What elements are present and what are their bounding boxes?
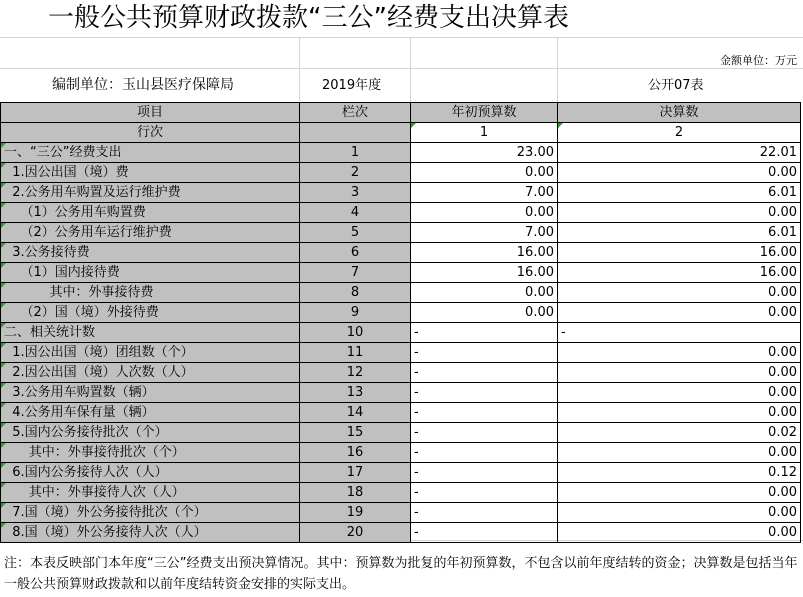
- row-budget: -: [411, 423, 558, 443]
- row-item: 一、“三公”经费支出: [1, 143, 300, 163]
- row-number: 12: [300, 363, 411, 383]
- row-label: 行次: [1, 123, 300, 143]
- row-final: 0.02: [558, 423, 801, 443]
- final-col-no: 2: [558, 123, 801, 143]
- row-final: 16.00: [558, 243, 801, 263]
- row-budget: 16.00: [411, 263, 558, 283]
- grid-line: [557, 37, 558, 102]
- row-final: -: [558, 323, 801, 343]
- row-item: 3.公务接待费: [1, 243, 300, 263]
- row-budget: -: [411, 403, 558, 423]
- row-budget: -: [411, 343, 558, 363]
- row-budget: -: [411, 363, 558, 383]
- row-number: 8: [300, 283, 411, 303]
- row-final: 0.00: [558, 363, 801, 383]
- table-row: [1, 223, 801, 243]
- footnote: 注：本表反映部门本年度“三公”经费支出预决算情况。其中：预算数为批复的年初预算数，不包含以前年度结转的资金；决算数是包括当年一般公共预算财政拨款和以前年度结转资金安排的实际支出。: [4, 556, 798, 592]
- row-item: 8.国（境）外公务接待人次（人）: [1, 523, 300, 543]
- table-row: [1, 523, 801, 543]
- row-label-blank: [300, 123, 411, 143]
- org-label: 编制单位：玉山县医疗保障局: [52, 77, 234, 93]
- year-label: 2019年度: [322, 78, 382, 93]
- form-number: 公开07表: [648, 78, 704, 93]
- row-final: 16.00: [558, 263, 801, 283]
- row-final: 0.00: [558, 303, 801, 323]
- grid-line: [410, 37, 411, 102]
- row-final: 0.00: [558, 283, 801, 303]
- table-row: [1, 403, 801, 423]
- header-col: 栏次: [300, 103, 411, 123]
- row-item: 6.国内公务接待人次（人）: [1, 463, 300, 483]
- table-row: [1, 203, 801, 223]
- table-row: [1, 483, 801, 503]
- row-budget: 0.00: [411, 283, 558, 303]
- row-number: 10: [300, 323, 411, 343]
- row-final: 0.00: [558, 163, 801, 183]
- table-row: [1, 463, 801, 483]
- row-item: 其中：外事接待批次（个）: [1, 443, 300, 463]
- row-item: 1.因公出国（境）团组数（个）: [1, 343, 300, 363]
- row-budget: 0.00: [411, 203, 558, 223]
- header-item: 项目: [1, 103, 300, 123]
- row-item: 3.公务用车购置数（辆）: [1, 383, 300, 403]
- row-final: 0.00: [558, 403, 801, 423]
- row-number: 18: [300, 483, 411, 503]
- unit-label: 金额单位：万元: [720, 54, 797, 67]
- row-budget: 7.00: [411, 223, 558, 243]
- row-item: 2.因公出国（境）人次数（人）: [1, 363, 300, 383]
- table-row: [1, 363, 801, 383]
- row-item: 二、相关统计数: [1, 323, 300, 343]
- table-row: [1, 283, 801, 303]
- row-budget: -: [411, 503, 558, 523]
- expense-table: [0, 102, 801, 543]
- row-budget: 0.00: [411, 303, 558, 323]
- row-number: 20: [300, 523, 411, 543]
- row-number: 2: [300, 163, 411, 183]
- row-budget: -: [411, 483, 558, 503]
- row-number: 1: [300, 143, 411, 163]
- row-item: 其中：外事接待人次（人）: [1, 483, 300, 503]
- row-final: 22.01: [558, 143, 801, 163]
- row-item: （2）国（境）外接待费: [1, 303, 300, 323]
- table-row: [1, 503, 801, 523]
- row-item: 2.公务用车购置及运行维护费: [1, 183, 300, 203]
- budget-col-no: 1: [411, 123, 558, 143]
- row-item: 1.因公出国（境）费: [1, 163, 300, 183]
- row-number: 14: [300, 403, 411, 423]
- row-number: 16: [300, 443, 411, 463]
- row-item: （2）公务用车运行维护费: [1, 223, 300, 243]
- page-title: 一般公共预算财政拨款“三公”经费支出决算表: [48, 3, 569, 33]
- row-number: 7: [300, 263, 411, 283]
- row-number: 3: [300, 183, 411, 203]
- row-budget: 16.00: [411, 243, 558, 263]
- row-number: 6: [300, 243, 411, 263]
- header-row: [1, 103, 801, 123]
- table-row: [1, 183, 801, 203]
- row-number: 19: [300, 503, 411, 523]
- row-item: （1）国内接待费: [1, 263, 300, 283]
- row-number: 5: [300, 223, 411, 243]
- row-item: 5.国内公务接待批次（个）: [1, 423, 300, 443]
- header-final: 决算数: [558, 103, 801, 123]
- row-final: 0.00: [558, 523, 801, 543]
- row-number: 9: [300, 303, 411, 323]
- row-item: 7.国（境）外公务接待批次（个）: [1, 503, 300, 523]
- grid-line: [0, 68, 803, 69]
- table-row: [1, 163, 801, 183]
- row-final: 0.12: [558, 463, 801, 483]
- row-budget: -: [411, 523, 558, 543]
- row-final: 0.00: [558, 503, 801, 523]
- row-final: 0.00: [558, 343, 801, 363]
- row-budget: -: [411, 323, 558, 343]
- grid-line: [0, 37, 803, 38]
- row-final: 0.00: [558, 483, 801, 503]
- row-budget: 0.00: [411, 163, 558, 183]
- row-budget: 23.00: [411, 143, 558, 163]
- table-row: [1, 343, 801, 363]
- row-number: 11: [300, 343, 411, 363]
- row-number: 4: [300, 203, 411, 223]
- row-number: 13: [300, 383, 411, 403]
- row-budget: -: [411, 383, 558, 403]
- table-row: [1, 443, 801, 463]
- table-row: [1, 303, 801, 323]
- row-number: 17: [300, 463, 411, 483]
- table-row: [1, 143, 801, 163]
- table-row: [1, 323, 801, 343]
- header-budget: 年初预算数: [411, 103, 558, 123]
- table-row: [1, 383, 801, 403]
- table-row: [1, 423, 801, 443]
- row-item: （1）公务用车购置费: [1, 203, 300, 223]
- table-row: [1, 263, 801, 283]
- row-item: 4.公务用车保有量（辆）: [1, 403, 300, 423]
- row-budget: -: [411, 463, 558, 483]
- row-budget: -: [411, 443, 558, 463]
- row-number: 15: [300, 423, 411, 443]
- row-final: 0.00: [558, 443, 801, 463]
- grid-line: [299, 37, 300, 102]
- row-final: 6.01: [558, 223, 801, 243]
- row-final: 6.01: [558, 183, 801, 203]
- row-budget: 7.00: [411, 183, 558, 203]
- row-final: 0.00: [558, 383, 801, 403]
- row-final: 0.00: [558, 203, 801, 223]
- row-number-row: [1, 123, 801, 143]
- table-row: [1, 243, 801, 263]
- row-item: 其中：外事接待费: [1, 283, 300, 303]
